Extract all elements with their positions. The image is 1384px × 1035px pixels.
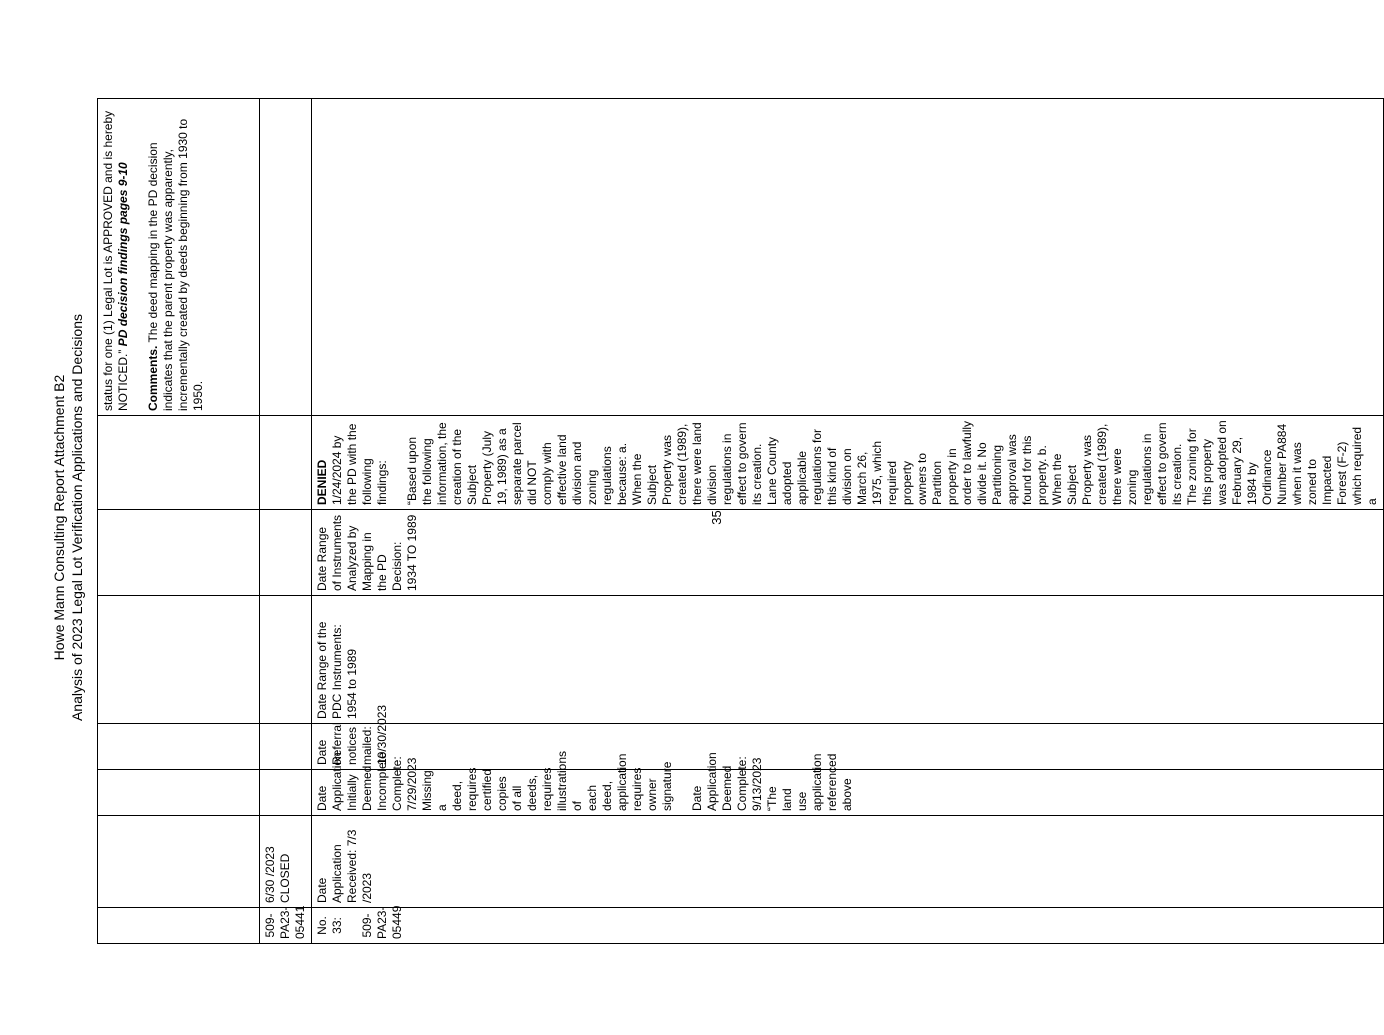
cell (98, 770, 260, 816)
decision-cell (98, 99, 260, 416)
report-title: Howe Mann Consulting Report Attachment B2 (51, 374, 67, 661)
application-status: 6/30 /2023 CLOSED (260, 816, 312, 908)
cell (260, 99, 312, 416)
denied-label: DENIED (315, 459, 329, 505)
cell (260, 510, 312, 596)
pd-date-range: Date Range of Instruments Analyzed by Mapping in the PD Decision: 1934 TO 1989 (312, 510, 1384, 596)
cell (98, 816, 260, 908)
cell (312, 99, 1384, 416)
lot-verification-table (97, 98, 1384, 944)
page-number: 35 (709, 510, 724, 525)
denied-text: 1/24/2024 by the PD with the following findings: (330, 423, 389, 505)
complete-note: Date Application Deemed Complete: 9/13/2023 “The land use application referenced above (690, 752, 854, 811)
report-subtitle: Analysis of 2023 Legal Lot Verification Applications and Decisions (69, 313, 85, 722)
comments-text: The deed mapping in the PD decision indicates that the parent property was apparently, incrementally created by deeds beginning from 1930 to 1950. (146, 118, 205, 411)
application-id: 509-PA23-05441 (260, 908, 312, 944)
table-row (312, 99, 1384, 944)
comments-label: Comments. (146, 345, 160, 411)
application-cell (312, 905, 1384, 944)
cell (260, 596, 312, 724)
cell (98, 596, 260, 724)
decision-findings-ref: PD decision findings pages 9-10 (116, 162, 130, 347)
table-row (98, 99, 260, 944)
completeness-cell (312, 750, 1384, 816)
date-received: Date Application Received: 7/3 /2023 (312, 816, 1384, 908)
pdc-date-range: Date Range of the PDC Instruments: 1954 to 1989 (312, 596, 1384, 724)
application-id: 509-PA23-05449 (360, 905, 404, 939)
findings-text: “Based upon the following information, the creation of the Subject Property (July 19, 1989) as a separate parcel did NOT comply with effective land division and zoning regulations because: a. When the Subject Property was created (1989), there were land division regulations in effect to govern its creation. Lane County adopted applicable regulations for this kind of division on March 26, 1975, which required property owners to Partition property in order to lawfully divide it. No Partitioning approval was found for this property. b. When the Subject Property was created (1989), there were zoning regulations in effect to govern its creation. The zoning for this property was adopted on February 29, 1984 by Ordinance Number PA884 when it was zoned to Impacted Forest (F-2) which required a (405, 420, 1379, 505)
cell (260, 724, 312, 770)
cell (260, 770, 312, 816)
incomplete-note: Date Application Initially Deemed Incomplete Complete: 7/29/2023 Missing a deed, requires certified copies of all deeds, requires illustrations of each deed, application requires owner signature (315, 750, 674, 811)
cell (98, 724, 260, 770)
decision-cell (312, 416, 1384, 510)
cell (98, 416, 260, 510)
cell (260, 416, 312, 510)
cell (98, 908, 260, 944)
referral-date: Date Referral notices mailed: 10/30/2023 (312, 724, 1384, 770)
table-row (260, 99, 312, 944)
cell (98, 510, 260, 596)
decision-text: status for one (1) Legal Lot is APPROVED and is hereby NOTICED.” (101, 110, 130, 411)
application-number: No. 33: (315, 916, 344, 935)
